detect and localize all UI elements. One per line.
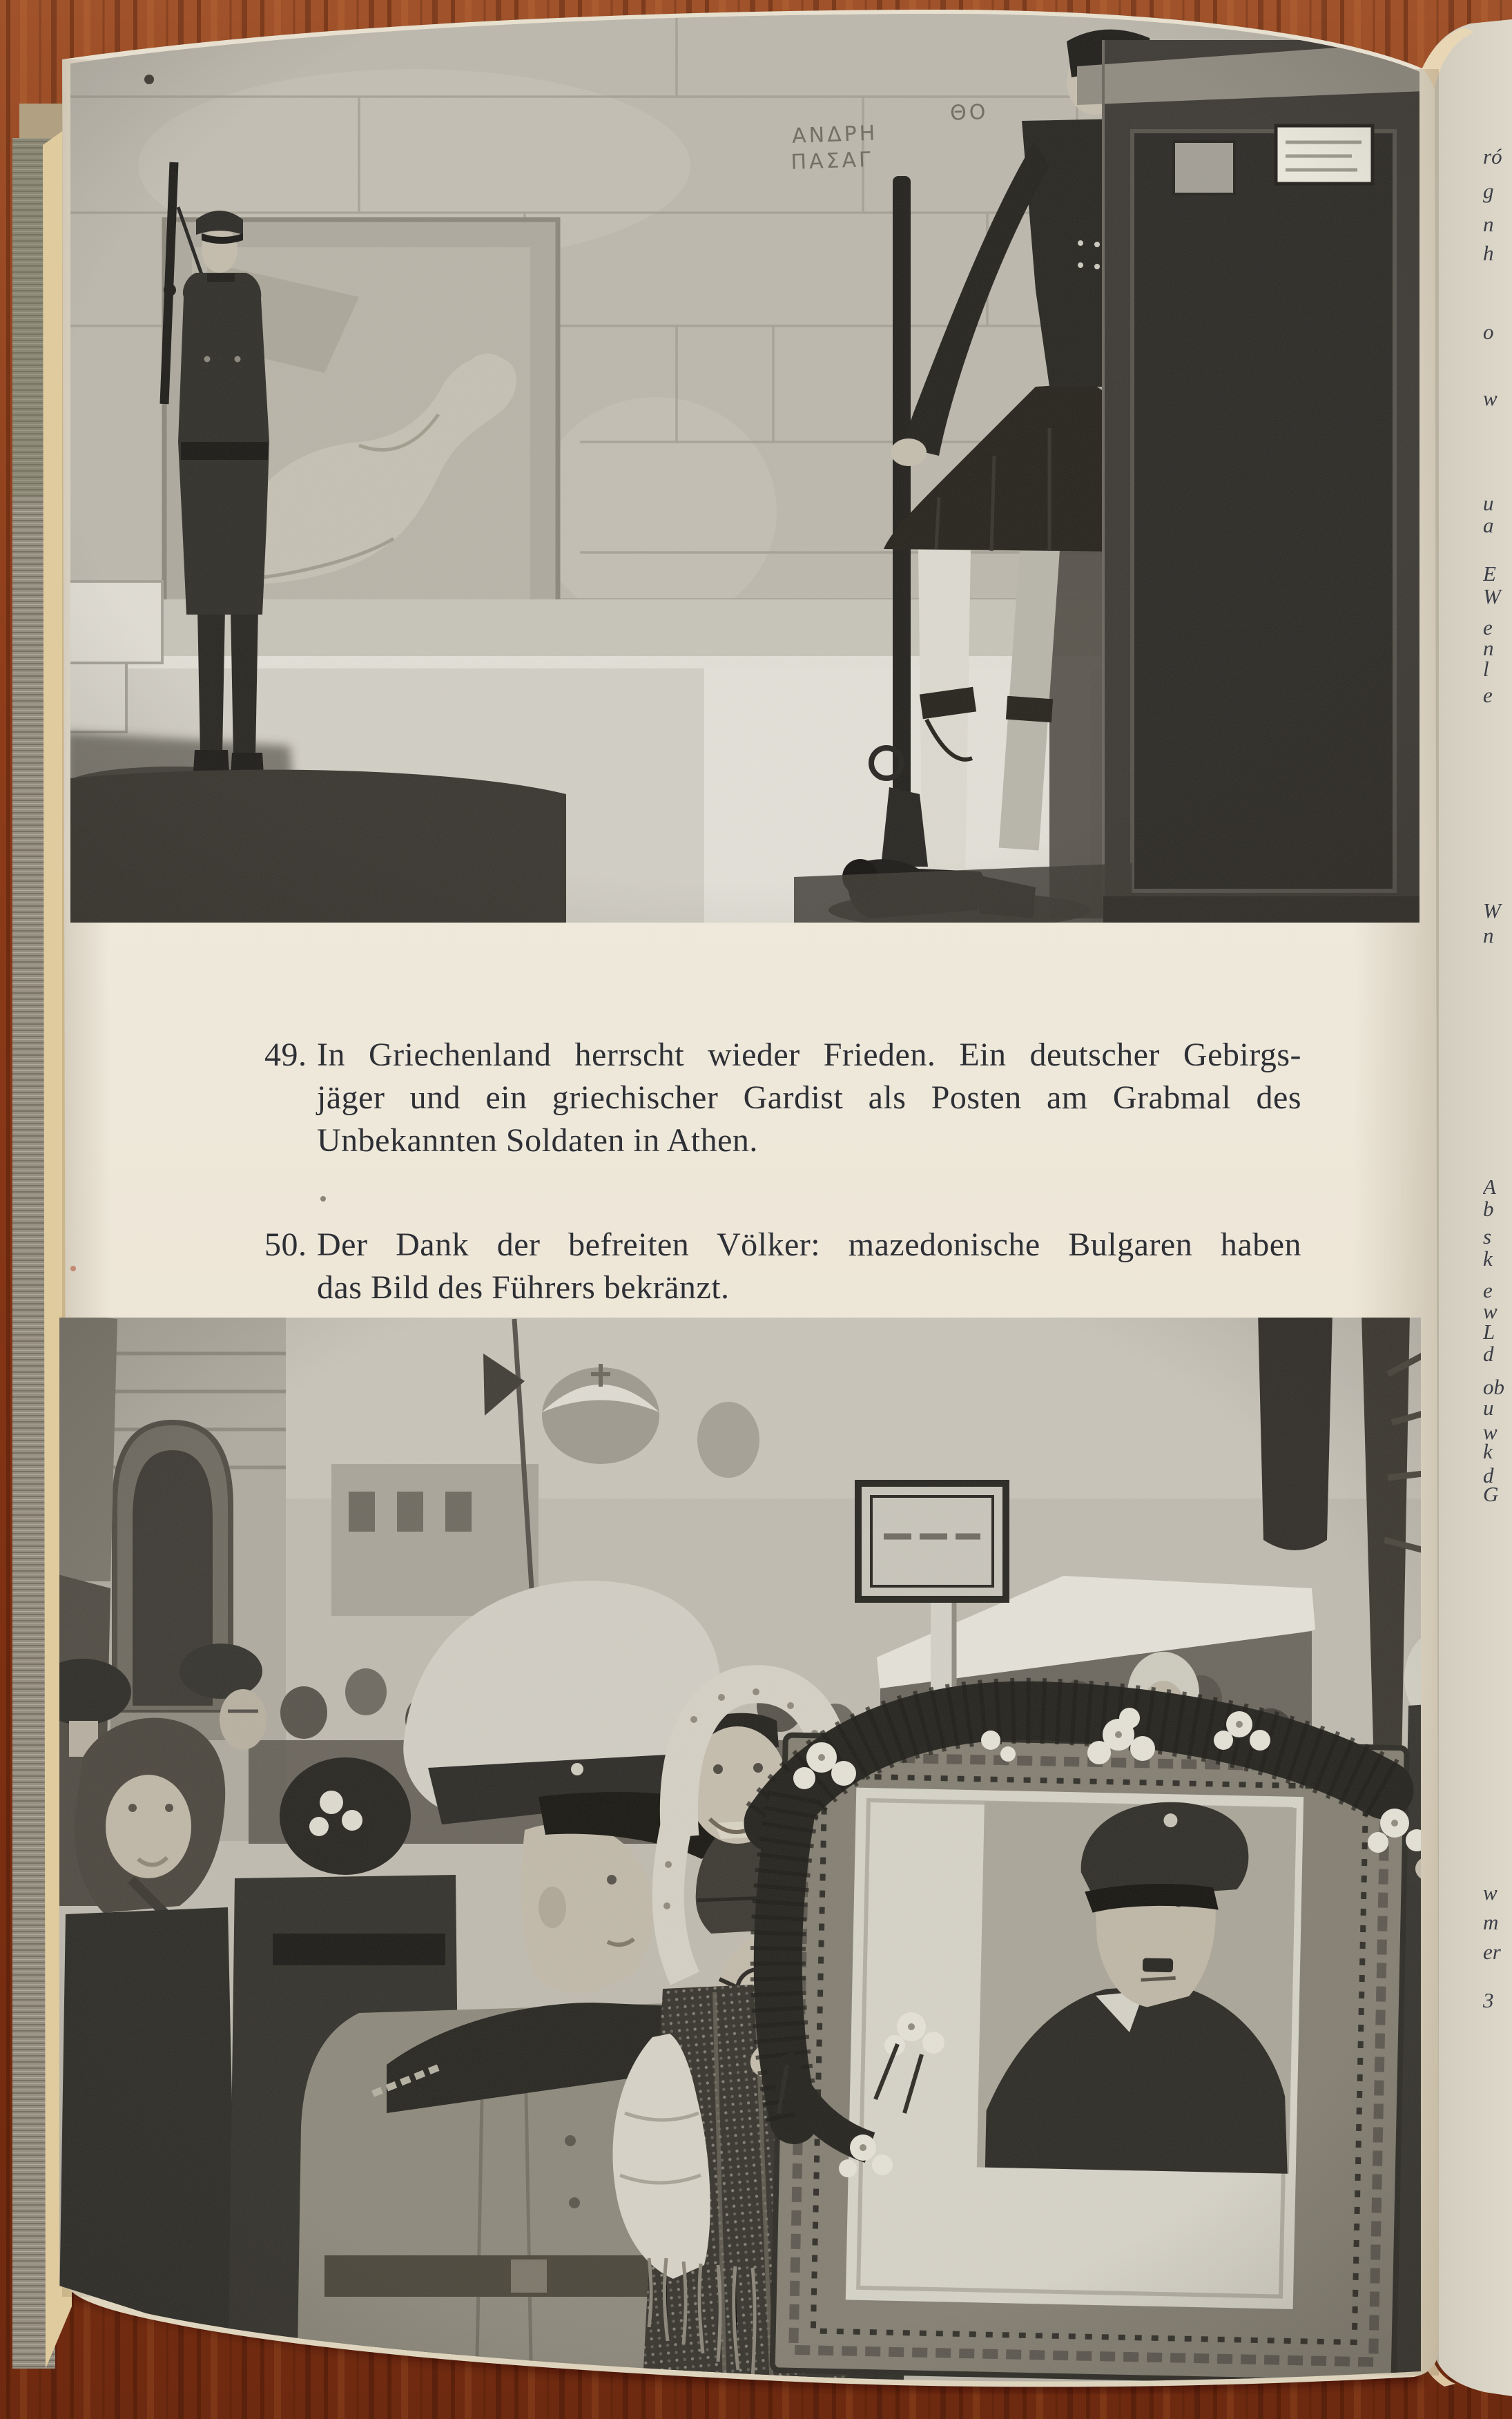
facing-page-text-fragment: n (1483, 923, 1494, 947)
caption-49-line-2: jäger und ein griechischer Gardist als Posten am Grabmal des (317, 1079, 1301, 1116)
facing-page-text-fragment: u (1483, 1396, 1494, 1420)
facing-page-text-fragment: h (1483, 241, 1494, 265)
facing-page-text-fragment: e (1483, 683, 1493, 707)
facing-page-text-fragment: w (1483, 1420, 1498, 1444)
facing-page-text-fragment: l (1483, 657, 1489, 681)
facing-page-text-fragment: ró (1483, 144, 1502, 168)
facing-page-text-fragment: er (1483, 1940, 1501, 1964)
caption-50-line-1: Der Dank der befreiten Völker: mazedonische Bulgaren haben (317, 1226, 1301, 1263)
facing-page-text-fragment: E (1483, 561, 1496, 586)
facing-page-text-fragment: k (1483, 1439, 1493, 1463)
facing-page-text-fragment: g (1483, 179, 1494, 203)
facing-page-text-fragment: G (1483, 1482, 1499, 1506)
facing-page-text-fragment: u (1483, 491, 1494, 515)
facing-page-text-fragment: s (1483, 1224, 1492, 1249)
facing-page-text-fragment: k (1483, 1246, 1493, 1271)
facing-page-text-fragment: d (1483, 1463, 1494, 1487)
caption-49 (264, 1034, 1301, 1162)
facing-page-text-fragment: d (1483, 1342, 1494, 1366)
facing-page-text-fragment: w (1483, 1299, 1498, 1323)
facing-page-text-fragment: A (1483, 1175, 1496, 1199)
caption-50-number: 50. (264, 1226, 307, 1263)
facing-page-text-fragment: e (1483, 1278, 1493, 1302)
facing-page-text-fragment: L (1483, 1320, 1495, 1344)
facing-page-text-fragment: W (1483, 584, 1501, 608)
facing-page-text-fragment: e (1483, 615, 1493, 639)
facing-page-text-fragment: w (1483, 1880, 1498, 1905)
facing-page-text-fragment: w (1483, 386, 1498, 410)
facing-page-text-fragment: a (1483, 513, 1494, 537)
caption-49-line-3: Unbekannten Soldaten in Athen. (317, 1122, 758, 1159)
facing-page-text-fragment: 3 (1483, 1988, 1494, 2012)
caption-49-line-1: In Griechenland herrscht wieder Frieden. Ein deutscher Gebirgs- (317, 1037, 1301, 1073)
caption-49-number: 49. (264, 1037, 307, 1073)
facing-page-text-fragment: ob (1483, 1375, 1504, 1399)
facing-page-text-fragment: W (1483, 898, 1501, 923)
facing-page-text-fragment: n (1483, 212, 1494, 236)
caption-50 (264, 1224, 1301, 1309)
caption-50-line-2: das Bild des Führers bekränzt. (317, 1269, 730, 1306)
facing-page-text-fragment: b (1483, 1197, 1494, 1221)
facing-page-text-fragment: m (1483, 1910, 1499, 1934)
facing-page-text-fragment: o (1483, 320, 1494, 344)
facing-page-text-fragment: n (1483, 636, 1494, 660)
